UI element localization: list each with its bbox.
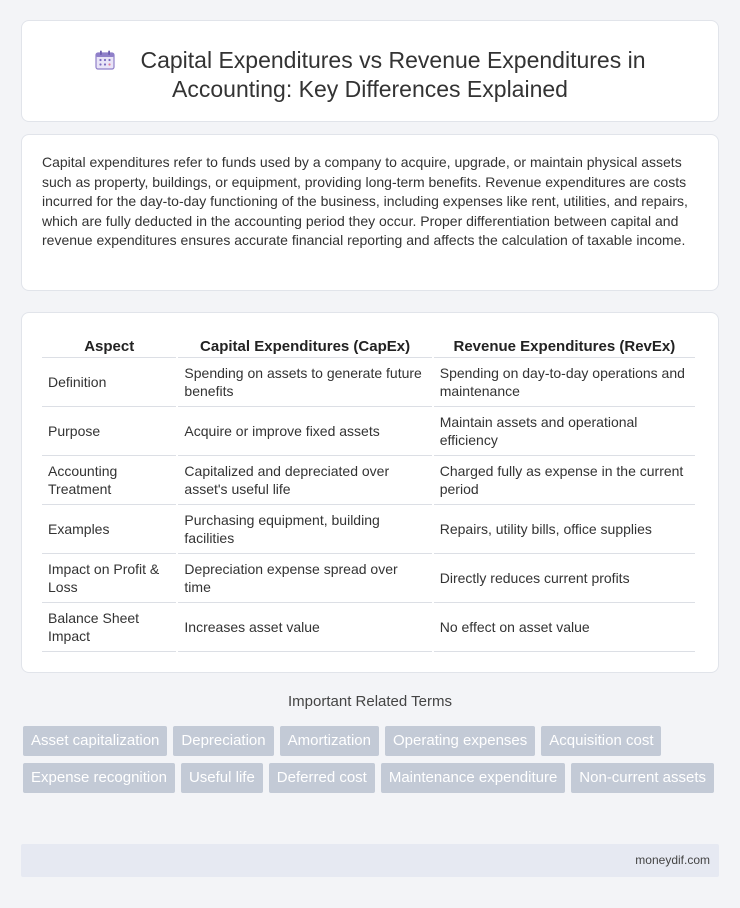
header-revex: Revenue Expenditures (RevEx)	[434, 333, 695, 358]
tag-operating-expenses[interactable]: Operating expenses	[385, 726, 535, 756]
tag-useful-life[interactable]: Useful life	[181, 763, 263, 793]
related-terms-title: Important Related Terms	[288, 693, 452, 710]
cell-capex: Spending on assets to generate future benefits	[178, 358, 431, 407]
cell-capex: Depreciation expense spread over time	[178, 554, 431, 603]
tag-acquisition-cost[interactable]: Acquisition cost	[541, 726, 661, 756]
table-row	[42, 505, 695, 554]
tag-depreciation[interactable]: Depreciation	[173, 726, 273, 756]
table-row	[42, 456, 695, 505]
cell-revex: No effect on asset value	[434, 603, 695, 652]
cell-capex: Purchasing equipment, building facilities	[178, 505, 431, 554]
tag-amortization[interactable]: Amortization	[280, 726, 379, 756]
cell-aspect: Definition	[42, 358, 176, 407]
title-line-1: Capital Expenditures vs Revenue Expenditures in	[140, 47, 646, 73]
tag-asset-capitalization[interactable]: Asset capitalization	[23, 726, 167, 756]
cell-revex: Repairs, utility bills, office supplies	[434, 505, 695, 554]
cell-capex: Acquire or improve fixed assets	[178, 407, 431, 456]
cell-aspect: Examples	[42, 505, 176, 554]
table-row	[42, 603, 695, 652]
tag-expense-recognition[interactable]: Expense recognition	[23, 763, 175, 793]
table-row	[42, 554, 695, 603]
cell-revex: Maintain assets and operational efficiency	[434, 407, 695, 456]
table-header-row	[42, 333, 695, 358]
tag-deferred-cost[interactable]: Deferred cost	[269, 763, 375, 793]
intro-card	[21, 134, 719, 291]
cell-capex: Capitalized and depreciated over asset's useful life	[178, 456, 431, 505]
cell-aspect: Purpose	[42, 407, 176, 456]
tag-non-current-assets[interactable]: Non-current assets	[571, 763, 714, 793]
footer	[21, 844, 719, 877]
related-terms-tags	[23, 726, 723, 793]
intro-paragraph: Capital expenditures refer to funds used by a company to acquire, upgrade, or maintain physical assets such as property, buildings, or equipment, providing long-term benefits. Revenue expenditures are costs incurred for the day-to-day functioning of the business, including expenses like rent, utilities, and repairs, which are fully deducted in the accounting period they occur. Proper differentiation between capital and revenue expenditures ensures accurate financial reporting and affects the calculation of taxable income.	[42, 154, 688, 249]
header-capex: Capital Expenditures (CapEx)	[178, 333, 431, 358]
comparison-card	[21, 312, 719, 673]
cell-revex: Spending on day-to-day operations and maintenance	[434, 358, 695, 407]
calendar-icon	[94, 49, 116, 71]
tag-maintenance-expenditure[interactable]: Maintenance expenditure	[381, 763, 565, 793]
page-title	[22, 46, 718, 104]
table-row	[42, 407, 695, 456]
header-aspect: Aspect	[42, 333, 176, 358]
footer-site[interactable]: moneydif.com	[635, 853, 710, 867]
cell-aspect: Accounting Treatment	[42, 456, 176, 505]
cell-capex: Increases asset value	[178, 603, 431, 652]
cell-aspect: Balance Sheet Impact	[42, 603, 176, 652]
title-card	[21, 20, 719, 122]
cell-revex: Directly reduces current profits	[434, 554, 695, 603]
comparison-table	[40, 333, 697, 652]
cell-aspect: Impact on Profit & Loss	[42, 554, 176, 603]
title-line-2: Accounting: Key Differences Explained	[172, 76, 568, 102]
cell-revex: Charged fully as expense in the current period	[434, 456, 695, 505]
table-row	[42, 358, 695, 407]
